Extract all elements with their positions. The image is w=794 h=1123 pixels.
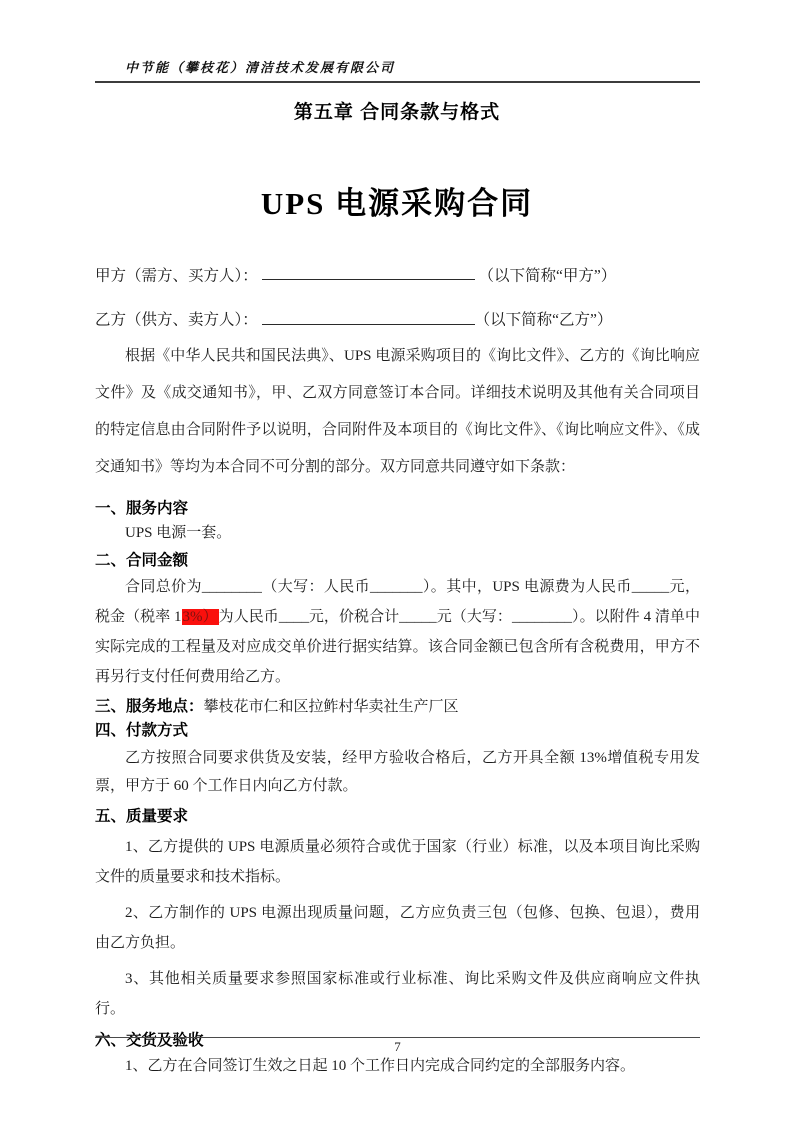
- party-a-suffix: （以下简称“甲方”）: [478, 267, 617, 285]
- section-1-body: UPS 电源一套。: [125, 524, 232, 541]
- amount-paragraph: [95, 572, 700, 692]
- section-1-heading: 一、服务内容: [95, 499, 189, 517]
- document-body: [95, 263, 700, 1078]
- company-name: 中节能（攀枝花）清洁技术发展有限公司: [125, 60, 396, 75]
- party-b-suffix: （以下简称“乙方”）: [474, 311, 613, 329]
- party-a-blank: [262, 263, 475, 280]
- service-location-label: 三、服务地点：: [95, 697, 204, 715]
- page-number: 7: [394, 1039, 401, 1054]
- service-location-text: 攀枝花市仁和区拉鲊村华卖社生产厂区: [203, 698, 459, 715]
- amount-text-before: 合同总价为________（大写：人民币_______）。其中，UPS 电源费为人民币_____元，税金（税率 1: [95, 578, 700, 625]
- section-2-heading: 二、合同金额: [95, 551, 189, 569]
- section-6-heading: 六、交货及验收: [95, 1031, 204, 1049]
- section-3-heading: [95, 694, 700, 716]
- document-title: UPS 电源采购合同: [260, 186, 534, 221]
- section-4-heading: 四、付款方式: [95, 721, 189, 739]
- party-b-blank: [262, 307, 475, 324]
- quality-item-2: 2、乙方制作的 UPS 电源出现质量问题，乙方应负责三包（包修、包换、包退），费用由乙方负担。: [95, 904, 700, 951]
- party-b-label: 乙方（供方、卖方人）：: [95, 311, 258, 329]
- delivery-item-1: 1、乙方在合同签订生效之日起 10 个工作日内完成合同约定的全部服务内容。: [125, 1057, 636, 1074]
- quality-item-1: 1、乙方提供的 UPS 电源质量必须符合或优于国家（行业）标准，以及本项目询比采购文件的质量要求和技术指标。: [95, 838, 700, 885]
- party-a-label: 甲方（需方、买方人）：: [95, 267, 258, 285]
- intro-paragraph: 根据《中华人民共和国民法典》、UPS 电源采购项目的《询比文件》、乙方的《询比响应文件》及《成交通知书》，甲、乙双方同意签订本合同。详细技术说明及其他有关合同项目的特定信息由合同附件予以说明，合同附件及本项目的《询比文件》、《询比响应文件》、《成交通知书》等均为本合同不可分割的部分。双方同意共同遵守如下条款：: [95, 347, 700, 475]
- chapter-title: 第五章 合同条款与格式: [293, 102, 501, 123]
- party-b-line: [95, 307, 700, 329]
- page-footer: [95, 1037, 700, 1056]
- tax-rate-highlight: 3%）: [182, 608, 218, 625]
- section-5-heading: 五、质量要求: [95, 807, 189, 825]
- document-header: [95, 57, 700, 83]
- quality-item-3: 3、其他相关质量要求参照国家标准或行业标准、询比采购文件及供应商响应文件执行。: [95, 970, 700, 1017]
- payment-paragraph: 乙方按照合同要求供货及安装，经甲方验收合格后，乙方开具全额 13%增值税专用发票，甲方于 60 个工作日内向乙方付款。: [95, 749, 700, 794]
- amount-text-after: 为人民币____元，价税合计_____元（大写：________）。以附件 4 清单中实际完成的工程量及对应成交单价进行据实结算。该合同金额已包含所有含税费用，甲方不再另行支付任何费用给乙方。: [95, 608, 700, 685]
- party-a-line: [95, 263, 700, 285]
